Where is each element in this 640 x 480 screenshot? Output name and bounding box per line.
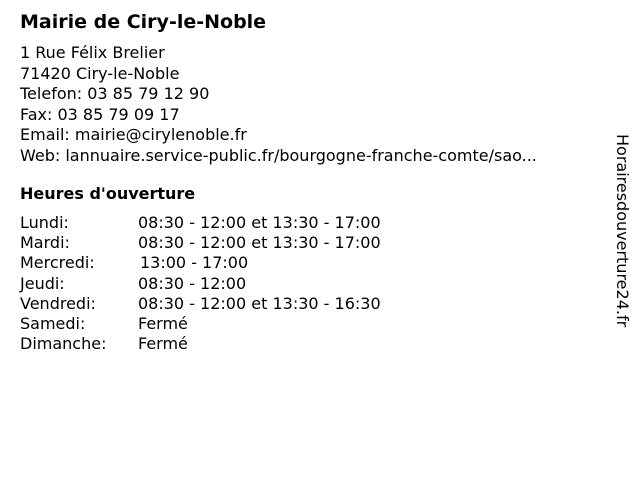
hours-heading: Heures d'ouverture [20, 184, 196, 203]
web-text: Web: lannuaire.service-public.fr/bourgogne-franche-comte/sao... [20, 145, 537, 165]
day-label: Samedi: [20, 314, 86, 334]
opening-hours-table [20, 213, 381, 354]
hours-row-friday [20, 294, 381, 314]
hours-row-wednesday [20, 253, 381, 273]
hours-row-monday [20, 213, 381, 233]
phone-text: Telefon: 03 85 79 12 90 [20, 84, 210, 103]
day-times: Fermé [138, 334, 188, 354]
day-label: Mardi: [20, 233, 70, 253]
hours-row-saturday [20, 314, 381, 334]
hours-row-thursday [20, 274, 381, 294]
day-label: Dimanche: [20, 334, 107, 354]
day-times: Fermé [138, 314, 188, 334]
hours-row-sunday [20, 334, 381, 354]
place-title: Mairie de Ciry-le-Noble [20, 11, 267, 33]
contact-block [20, 43, 537, 166]
day-label: Mercredi: [20, 253, 95, 273]
day-label: Vendredi: [20, 293, 96, 313]
address-line-1: 1 Rue Félix Brelier [20, 43, 165, 62]
day-times: 08:30 - 12:00 et 13:30 - 17:00 [138, 213, 381, 232]
day-times: 08:30 - 12:00 [138, 273, 247, 293]
day-label: Jeudi: [20, 273, 65, 293]
fax-text: Fax: 03 85 79 09 17 [20, 104, 180, 124]
site-watermark: Horairesdouverture24.fr [613, 134, 632, 328]
email-text: Email: mairie@cirylenoble.fr [20, 125, 247, 144]
address-line-2: 71420 Ciry-le-Noble [20, 63, 180, 83]
day-times: 13:00 - 17:00 [140, 253, 249, 273]
day-times: 08:30 - 12:00 et 13:30 - 16:30 [138, 293, 381, 313]
day-times: 08:30 - 12:00 et 13:30 - 17:00 [138, 233, 381, 253]
hours-row-tuesday [20, 233, 381, 253]
day-label: Lundi: [20, 213, 69, 232]
